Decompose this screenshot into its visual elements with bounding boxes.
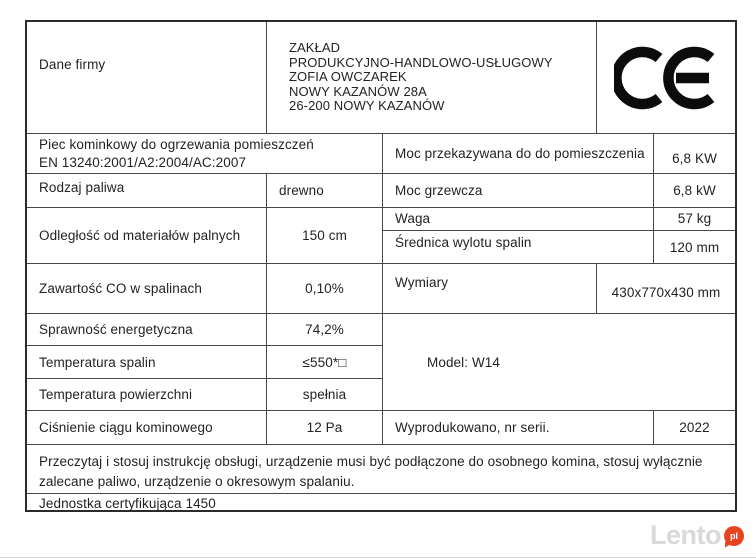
spec-label-flue-gas-temperature: Temperatura spalin	[27, 346, 267, 379]
spec-label-surface-temperature: Temperatura powierzchni	[27, 379, 267, 411]
spec-value-fuel-type: drewno	[267, 174, 383, 208]
spec-label-co-content: Zawartość CO w spalinach	[27, 264, 267, 314]
spec-value-surface-temperature: spełnia	[267, 379, 383, 411]
certification-body: Jednostka certyfikująca 1450	[39, 496, 216, 511]
company-address-cell	[267, 22, 597, 134]
spec-value-heating-power: 6,8 kW	[654, 174, 735, 208]
lento-watermark-text: Lento	[650, 520, 721, 550]
usage-notice: Przeczytaj i stosuj instrukcję obsługi, urządzenie musi być podłączone do osobnego komina, stosuj wyłącznie zalecane paliwo, urządzenie o okresowym spalaniu.	[27, 445, 735, 494]
product-standard: EN 13240:2001/A2:2004/AC:2007	[39, 154, 247, 170]
spec-label-fuel-type: Rodzaj paliwa	[27, 174, 267, 208]
spec-value-flue-diameter: 120 mm	[654, 231, 735, 264]
lento-pl-badge-icon	[724, 526, 744, 546]
spec-label-production-serial: Wyprodukowano, nr serii.	[383, 411, 654, 445]
spec-value-transferred-power: 6,8 KW	[654, 134, 735, 174]
spec-label-transferred-power: Moc przekazywana do do pomieszczenia	[383, 134, 654, 174]
company-address	[289, 41, 553, 114]
certificate-table	[25, 20, 737, 512]
ce-mark-icon	[614, 45, 718, 111]
spec-label-energy-efficiency: Sprawność energetyczna	[27, 314, 267, 346]
address-line: PRODUKCYJNO-HANDLOWO-USŁUGOWY	[289, 54, 553, 70]
company-data-label: Dane firmy	[27, 22, 267, 134]
address-line: NOWY KAZANÓW 28A	[289, 83, 427, 99]
ce-mark-cell	[597, 22, 735, 134]
model-cell: Model: W14	[383, 314, 735, 411]
spec-value-co-content: 0,10%	[267, 264, 383, 314]
spec-label-heating-power: Moc grzewcza	[383, 174, 654, 208]
spec-label-dimensions: Wymiary	[383, 264, 597, 314]
spec-label-distance-combustibles: Odległość od materiałów palnych	[27, 208, 267, 264]
spec-value-weight: 57 kg	[654, 208, 735, 231]
spec-label-flue-diameter: Średnica wylotu spalin	[383, 231, 654, 264]
address-line: 26-200 NOWY KAZANÓW	[289, 98, 445, 114]
address-line: ZOFIA OWCZAREK	[289, 69, 407, 85]
spec-value-chimney-draught: 12 Pa	[267, 411, 383, 445]
spec-label-weight: Waga	[383, 208, 654, 231]
lento-pl-badge-label: pl	[730, 530, 738, 541]
spec-value-dimensions: 430x770x430 mm	[597, 264, 735, 314]
address-line: ZAKŁAD	[289, 40, 341, 56]
spec-value-distance-combustibles: 150 cm	[267, 208, 383, 264]
product-title: Piec kominkowy do ogrzewania pomieszczeń	[39, 136, 314, 152]
spec-value-flue-gas-temperature: ≤550*□	[267, 346, 383, 379]
product-title-cell	[27, 134, 383, 174]
page-bottom-edge	[0, 557, 756, 558]
spec-label-chimney-draught: Ciśnienie ciągu kominowego	[27, 411, 267, 445]
lento-watermark	[650, 520, 744, 551]
spec-value-production-serial: 2022	[654, 411, 735, 445]
spec-value-energy-efficiency: 74,2%	[267, 314, 383, 346]
